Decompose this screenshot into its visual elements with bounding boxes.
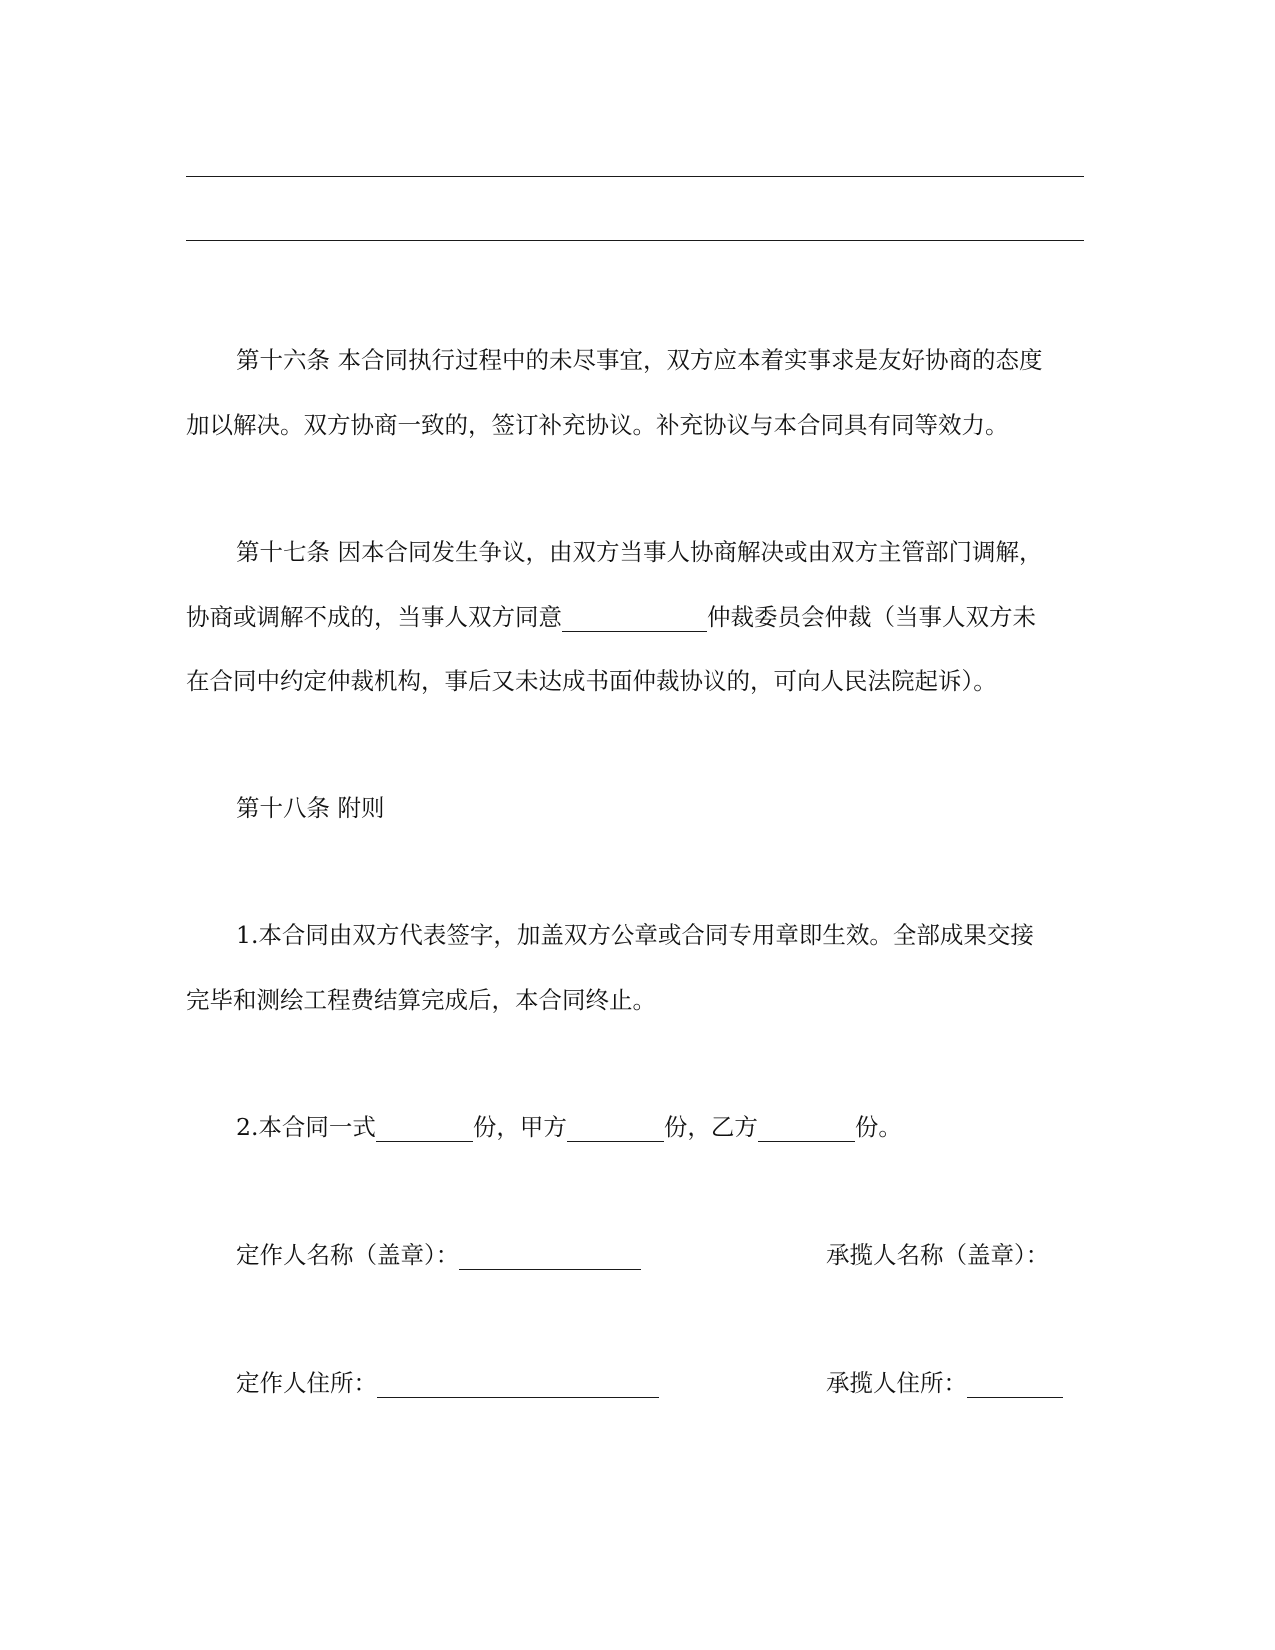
article-16-line-2: 加以解决。双方协商一致的，签订补充协议。补充协议与本合同具有同等效力。: [186, 411, 1009, 439]
client-address-blank[interactable]: [377, 1373, 659, 1398]
article-17-line-2-after: 仲裁委员会仲裁（当事人双方未: [707, 603, 1036, 631]
copies-end-label: 份。: [854, 1113, 902, 1141]
article-17-line-2-before: 协商或调解不成的，当事人双方同意: [186, 603, 562, 631]
contractor-address-blank[interactable]: [967, 1373, 1063, 1398]
contractor-address-label: 承揽人住所：: [826, 1369, 967, 1397]
copies-total-blank[interactable]: [376, 1117, 473, 1142]
copies-party-a-blank[interactable]: [567, 1117, 664, 1142]
client-name-blank[interactable]: [459, 1245, 641, 1270]
client-address-label: 定作人住所：: [236, 1369, 377, 1397]
article-17-line-3: 在合同中约定仲裁机构，事后又未达成书面仲裁协议的，可向人民法院起诉）。: [186, 667, 997, 695]
contractor-address-row: [826, 1368, 1063, 1398]
article-18-heading: 第十八条 附则: [236, 794, 385, 822]
article-18-item-2: [236, 1112, 902, 1142]
contractor-name-label: 承揽人名称（盖章）：: [826, 1241, 1050, 1269]
client-name-label: 定作人名称（盖章）：: [236, 1241, 460, 1269]
article-18-item-1-line-2: 完毕和测绘工程费结算完成后，本合同终止。: [186, 986, 656, 1014]
copies-party-b-blank[interactable]: [758, 1117, 855, 1142]
article-17-line-2: [186, 602, 1036, 632]
client-name-row: [236, 1240, 641, 1270]
copies-total-label: 2.本合同一式: [236, 1113, 376, 1141]
copies-party-b-label: 份，乙方: [663, 1113, 758, 1141]
article-16-line-1: 第十六条 本合同执行过程中的未尽事宜，双方应本着实事求是友好协商的态度: [236, 346, 1043, 374]
blank-rule-1: [186, 176, 1084, 177]
client-address-row: [236, 1368, 659, 1398]
article-17-line-1: 第十七条 因本合同发生争议，由双方当事人协商解决或由双方主管部门调解，: [236, 538, 1043, 566]
copies-party-a-label: 份，甲方: [472, 1113, 567, 1141]
blank-rule-2: [186, 240, 1084, 241]
arbitration-commission-blank[interactable]: [562, 607, 707, 632]
article-18-item-1-line-1: 1.本合同由双方代表签字，加盖双方公章或合同专用章即生效。全部成果交接: [236, 921, 1034, 949]
